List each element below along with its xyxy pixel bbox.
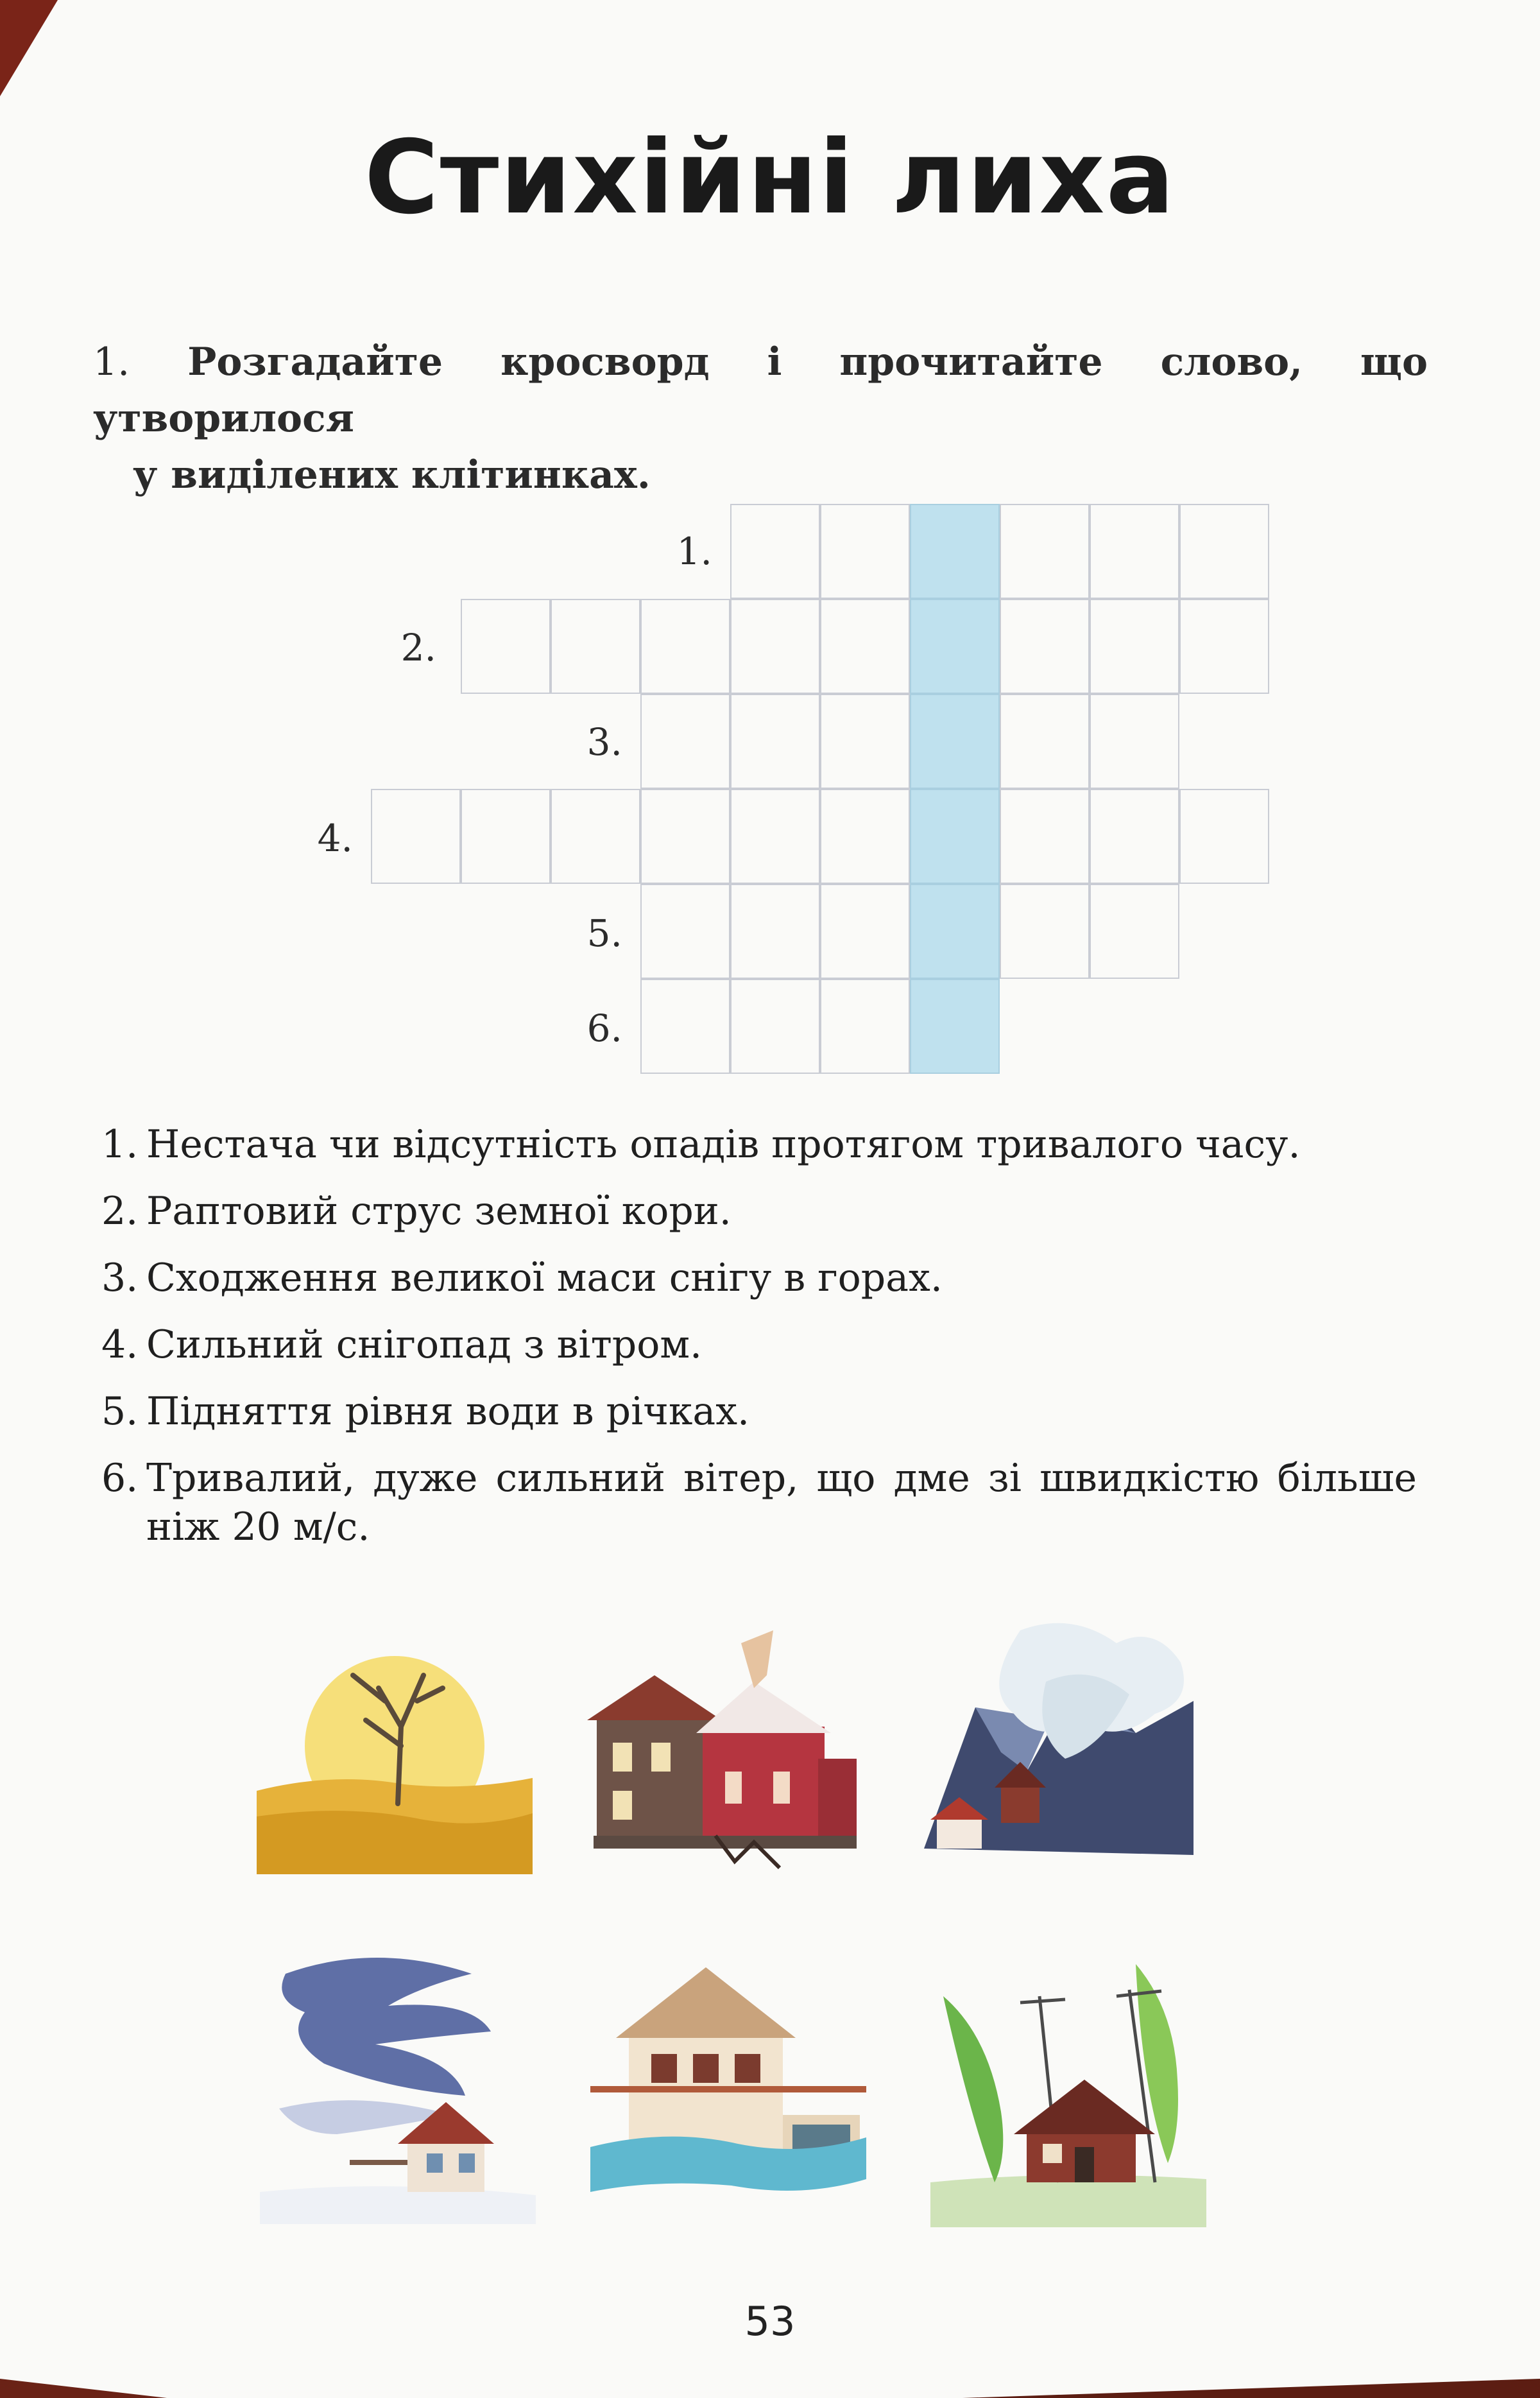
clue-item [101,1120,1417,1169]
crossword-cell[interactable] [820,599,910,694]
crossword-cell[interactable] [1179,599,1269,694]
hurricane-illustration [930,1951,1206,2227]
clue-item [101,1320,1417,1369]
clue-item [101,1454,1417,1551]
drought-picture [257,1598,533,1874]
task-text-line2: у виділених клітинках. [133,453,651,497]
crossword-cell[interactable] [640,599,730,694]
clue-item [101,1387,1417,1436]
clue-number: 5. [101,1389,139,1434]
crossword-cell[interactable] [1000,694,1090,789]
avalanche-illustration [924,1605,1200,1881]
clue-number: 4. [101,1322,139,1367]
crossword-cell[interactable] [1090,884,1179,979]
row-label-6: 6. [586,1006,622,1050]
crossword-cell[interactable] [1000,504,1090,599]
crossword-cell[interactable] [640,694,730,789]
crossword-cell[interactable] [1090,599,1179,694]
crossword-cell[interactable] [730,884,820,979]
page-edge [0,2379,167,2398]
flood-illustration [590,1942,866,2218]
clue-number: 1. [101,1122,139,1167]
task-instruction [93,334,1428,503]
crossword-cell-highlighted[interactable] [910,979,1000,1074]
drought-illustration [257,1598,533,1874]
clue-text: Тривалий, дуже сильний вітер, що дме зі швидкістю більше ніж 20 м/с. [146,1456,1417,1549]
crossword-cell[interactable] [1179,789,1269,884]
crossword-cell[interactable] [730,599,820,694]
hurricane-picture [930,1951,1206,2227]
clue-text: Сходження великої маси снігу в горах. [146,1255,943,1300]
crossword-cell-highlighted[interactable] [910,694,1000,789]
row-label-3: 3. [586,720,622,764]
task-number: 1. [93,340,130,384]
crossword-cell[interactable] [820,789,910,884]
task-text-line1: Розгадайте кросворд і прочитайте слово, що утворилося [93,340,1428,441]
avalanche-picture [924,1605,1200,1881]
crossword-cell[interactable] [1090,789,1179,884]
crossword-cell[interactable] [640,884,730,979]
earthquake-picture [587,1605,863,1881]
crossword-cell[interactable] [820,694,910,789]
crossword-cell[interactable] [1090,694,1179,789]
clue-number: 6. [101,1456,139,1501]
crossword-cell[interactable] [461,789,551,884]
crossword-cell[interactable] [640,789,730,884]
crossword-cell[interactable] [820,884,910,979]
page-edge [963,2379,1540,2398]
crossword-cell[interactable] [1000,884,1090,979]
page-corner [0,0,58,96]
clue-text: Підняття рівня води в річках. [146,1389,750,1434]
clue-item [101,1254,1417,1302]
crossword-cell[interactable] [461,599,551,694]
crossword-cell[interactable] [1090,504,1179,599]
crossword-cell[interactable] [730,694,820,789]
clue-text: Раптовий струс земної кори. [146,1189,732,1234]
page-number: 53 [744,2298,796,2345]
clue-item [101,1187,1417,1236]
earthquake-illustration [587,1605,863,1881]
clue-text: Сильний снігопад з вітром. [146,1322,703,1367]
clue-number: 3. [101,1255,139,1300]
flood-picture [590,1942,866,2218]
crossword-cell-highlighted[interactable] [910,884,1000,979]
crossword-cell-highlighted[interactable] [910,504,1000,599]
crossword-cell[interactable] [730,789,820,884]
crossword-cell[interactable] [820,979,910,1074]
row-label-5: 5. [586,911,622,955]
row-label-1: 1. [676,530,712,573]
crossword-cell-highlighted[interactable] [910,789,1000,884]
row-label-4: 4. [317,816,353,860]
row-label-2: 2. [400,626,436,669]
crossword-cell[interactable] [640,979,730,1074]
crossword-cell[interactable] [820,504,910,599]
crossword-cell[interactable] [551,789,640,884]
crossword-cell[interactable] [1000,789,1090,884]
page-title: Стихійні лиха [364,119,1176,237]
blizzard-picture [260,1948,536,2224]
clue-number: 2. [101,1189,139,1234]
clue-text: Нестача чи відсутність опадів протягом тривалого часу. [146,1122,1301,1167]
crossword-cell[interactable] [551,599,640,694]
crossword-cell[interactable] [1000,599,1090,694]
crossword-cell[interactable] [730,979,820,1074]
crossword-cell-highlighted[interactable] [910,599,1000,694]
blizzard-illustration [260,1948,536,2224]
crossword-cell[interactable] [730,504,820,599]
clue-list [101,1120,1417,1569]
crossword-cell[interactable] [1179,504,1269,599]
crossword-cell[interactable] [371,789,461,884]
